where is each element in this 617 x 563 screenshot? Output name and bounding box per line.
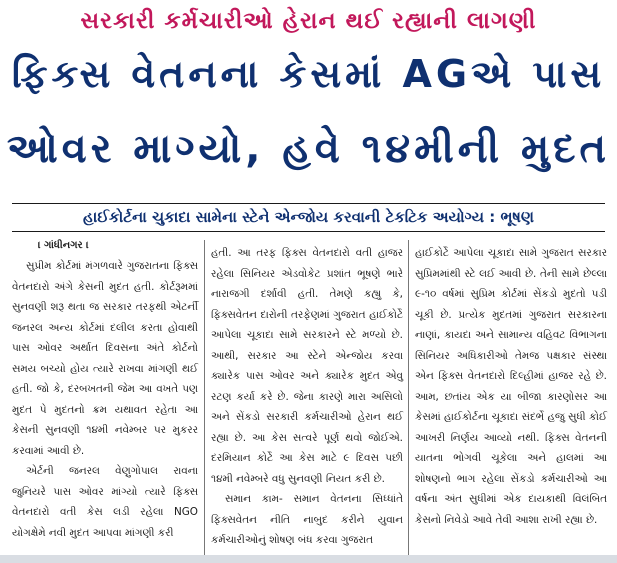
article-column-3: [415, 243, 607, 530]
column-divider-2: [408, 240, 409, 555]
article-column-1: [12, 256, 198, 543]
column-2-paragraph-1: હતી. આ તરફ ફિક્સ વેતનદારો વતી હાજર રહેલા સિનિયર એડવોકેટ પ્રશાંત ભૂષણે ભારે નારાજગી દર્શાવી હતી. તેમણે કહ્યુ કે, ફિક્સવેતન દારોની તરફેણમાં ગુજરાત હાઈકોર્ટે આપેલા ચૂકાદા સામે સરકારને સ્ટે મળ્યો છે. આથી, સરકાર આ સ્ટેને એન્જોય કરવા ક્યારેક પાસ ઓવર અને ક્યારેક મુદત એવુ રટણ કર્યા કરે છે. જેના કારણે મારા અસિલો અને સેંકડો સરકારી કર્મચારીઓ હેરાન થઈ રહ્યા છે. આ કેસ સત્વરે પૂર્ણ થવો જોઈએ. દરમિયાન કોર્ટે આ કેસ માટે ૯ દિવસ પછી ૧૪મી નવેમ્બરે વધુ સુનવણી નિયત કરી છે.: [211, 247, 403, 485]
column-1-paragraph-2: એર્ટની જનરલ વેણુગોપાલ રાવના જુનિયરે પાસ ઓવર માંગ્યો ત્યારે ફિક્સ વેતનદારો વતી કેસ લડી રહેલા NGO યોગક્ષેમે નવી મુદત આપવા માંગણી કરી: [12, 465, 198, 539]
bottom-edge-strip: [0, 555, 617, 563]
main-headline-line-1: ફિક્સ વેતનના કેસમાં AGએ પાસ: [11, 52, 606, 96]
sub-headline: હાઈકોર્ટના ચુકાદા સામેના સ્ટેને એન્જોય કરવાની ટેકટિક અયોગ્ય : ભૂષણ: [12, 203, 605, 232]
kicker-headline: સરકારી કર્મચારીઓ હેરાન થઈ રહ્યાની લાગણી: [80, 8, 537, 34]
dateline: । ગાંધીનગર ।: [38, 240, 89, 251]
column-3-paragraph-1: હાઈકોર્ટે આપેલા ચૂકાદા સામે ગુજરાત સરકાર સુપ્રિમમાંથી સ્ટે લઈ આવી છે. તેની સામે છેલ્લા ૯-૧૦ વર્ષમાં સુપ્રિમ કોર્ટમાં સેંકડો મુદતો પડી ચૂકી છે. પ્રત્યેક મુદતમાં ગુજરાત સરકારના નાણાં, કાયદા અને સામાન્ય વહિવટ વિભાગના સિનિયર અધિકારીઓ તેમજ પક્ષકાર સંસ્થા એન ફિક્સ વેતનદારો દિલ્હીમાં હાજર રહે છે. આમ, છતાંય એક યા બીજા કારણોસર આ કેસમાં હાઈકોર્ટના ચૂકાદા સંદર્ભે હજુ સુધી કોઈ આખરી નિર્ણય આવ્યો નથી. ફિક્સ વેતનની યાતના ભોગવી ચૂકેલા અને હાલમાં આ શોષણનો ભાગ રહેલા સેંકડો કર્મચારીઓ આ વર્ષના અંત સુધીમાં એક દાયકાથી વિલંબિત કેસનો નિવેડો આવે તેવી આશા રાખી રહ્યા છે.: [415, 247, 607, 526]
column-divider-1: [204, 240, 205, 555]
article-column-2: [211, 243, 403, 551]
column-2-paragraph-2: સમાન કામ- સમાન વેતનના સિધ્ધાંતે ફિક્સવેતન નીતિ નાબુદ કરીને યુવાન કર્મચારીઓનું શોષણ બંધ કરવા ગુજરાત: [211, 493, 403, 546]
column-1-paragraph-1: સુપ્રીમ કોર્ટમાં મંગળવારે ગુજરાતના ફિક્સ વેતનદારો અંગે કેસની મુદત હતી. કોર્ટરૂમમાં સુનવણી શરૂ થતા જ સરકાર તરફથી એટર્ની જનરલ અન્ય કોર્ટમાં દલીલ કરતા હોવાથી પાસ ઓવર અર્થાત દિવસના અંતે કોર્ટનો સમય બચ્યો હોય ત્યારે રાખવા માંગણી થઈ હતી. જો કે, દરબખતની જેમ આ વખતે પણ મુદત પે મુદતનો ક્રમ યથાવત રહેતા આ કેસની સુનવણી ૧૪મી નવેમ્બર પર મુકરર કરવામાં આવી છે.: [12, 260, 198, 457]
main-headline-line-2: ઓવર માગ્યો, હવે ૧૪મીની મુદત: [6, 126, 611, 172]
